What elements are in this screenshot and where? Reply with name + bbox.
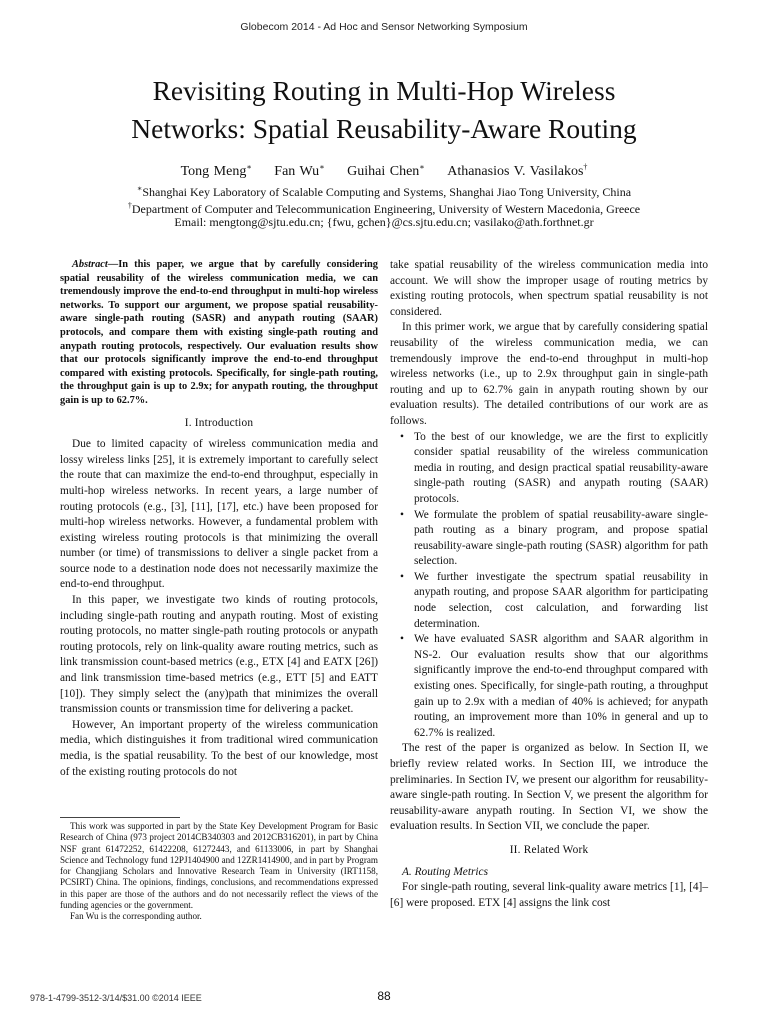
section-heading-related-work: II. Related Work (509, 843, 589, 856)
author-emails: Email: mengtong@sjtu.edu.cn; {fwu, gchen}@cs.sjtu.edu.cn; vasilako@ath.forthnet.gr (174, 215, 594, 229)
bullet-icon: • (400, 508, 404, 521)
paragraph: take spatial reusability of the wireless communication media into account. We will show the improper usage of routing metrics by existing routing protocols, when spectrum spatial reusability is not considered. (390, 259, 708, 318)
affiliation-2: †Department of Computer and Telecommunication Engineering, University of Western Macedonia, Greece (127, 201, 641, 216)
bullet-icon: • (400, 430, 404, 443)
footnote (60, 821, 378, 923)
list-item: • To the best of our knowledge, we are the first to explicitly consider spatial reusability of the wireless communication media in routing, and design practical spatial reusability-aware single-path routing (SASR) and anypath routing (SAAR) protocols. (400, 430, 708, 505)
list-item: • We have evaluated SASR algorithm and SAAR algorithm in NS-2. Our evaluation results show that our algorithms significantly improve the end-to-end throughput compared with existing ones. Specifically, for single-path routing, a throughput gain up to 2.9x with a median of 40% is achieved; for anypath routing, an improvement more than 10% in general and up to 62.7% is realized. (400, 633, 708, 739)
isbn-copyright: 978-1-4799-3512-3/14/$31.00 ©2014 IEEE (30, 993, 202, 1003)
subsection-heading: A. Routing Metrics (402, 865, 489, 878)
paragraph: In this primer work, we argue that by carefully considering spatial reusability of the wireless communication media, we can tremendously improve the end-to-end throughput in multi-hop wireless networks (i.e., up to 2.9x throughput gain in single-path routing and up to 62.7% gain in anypath routing shown by our evaluation results). The detailed contributions of our work are as follows. (390, 321, 708, 427)
paragraph: For single-path routing, several link-quality aware metrics [1], [4]–[6] were proposed. ETX [4] assigns the link cost (390, 881, 708, 909)
footnote-corresponding-author: Fan Wu is the corresponding author. (70, 911, 202, 922)
footnote-funding: This work was supported in part by the State Key Development Program for Basic Research of China (973 project 2014CB340303 and 2012CB316201), in part by China NSF grant 61472252, 61422208, 61272443, and 61133006, in part by Shanghai Science and Technology fund 12PJ1404900 and 12ZR1414900, and in part by Program for Changjiang Scholars and Innovative Research Team in University (IRT1158, PCSIRT) China. The opinions, findings, conclusions, and recommendations expressed in this paper are those of the authors and do not necessarily reflect the views of the funding agencies or the government. (60, 821, 378, 911)
paragraph: In this paper, we investigate two kinds of routing protocols, including single-path routing and anypath routing. Most of existing routing protocols, no matter single-path routing protocols or anypath routing protocols, rely on link-quality aware routing metrics, such as link transmission count-based metrics (e.g., ETX [4] and EATX [26]) and link transmission time-based metrics (e.g., ETT [5] and EATT [10]). They simply select the (any)path that minimizes the overall transmission counts or transmission time for delivering a packet. (60, 594, 378, 716)
author: Tong Meng∗ (180, 162, 252, 179)
contribution-list (390, 430, 708, 742)
bullet-icon: • (400, 570, 404, 583)
paragraph: However, An important property of the wireless communication media, which distinguishes it from traditional wired communication media, is the spatial reusability. To the best of our knowledge, most of the existing routing protocols do not (60, 718, 378, 778)
abstract-text: —In this paper, we argue that by carefully considering spatial reusability of the wireless communication media, we can tremendously improve the end-to-end throughput in multi-hop wireless networks. To support our argument, we propose spatial reusability-aware single-path routing (SASR) and anypath routing (SAAR) protocols, and compare them with existing single-path routing and anypath routing protocols, respectively. Our evaluation results show that our protocols significantly improve the end-to-end throughput compared with existing protocols. Specifically, for single-path routing, the throughput gain is up to 2.9x; for anypath routing, the throughput gain is up to 62.7%. (60, 259, 378, 406)
paragraph: Due to limited capacity of wireless communication media and lossy wireless links [25], it is extremely important to carefully select the route that can maximize the end-to-end throughput, especially in multi-hop wireless networks. In recent years, a large number of routing protocols (e.g., [3], [11], [17], etc.) have been proposed for multi-hop wireless networks. However, a fundamental problem with existing wireless routing protocols is that minimizing the overall number (or time) of transmissions to deliver a single packet from a source node to a destination node does not necessarily maximize the end-to-end throughput. (60, 438, 378, 591)
footnote-divider (60, 817, 180, 818)
list-item: • We formulate the problem of spatial reusability-aware single-path routing as a binary program, and propose spatial reusability-aware single-path routing (SASR) algorithm for path selection. (400, 508, 708, 568)
paragraph: The rest of the paper is organized as below. In Section II, we briefly review related works. In Section III, we introduce the preliminaries. In Section IV, we present our algorithm for reusability-aware single-path routing. In Section V, we present the algorithm for reusability-aware anypath routing. In Section VI, we show the evaluation results. In Section VII, we conclude the paper. (390, 742, 708, 833)
right-column (390, 258, 708, 911)
list-item: • We further investigate the spectrum spatial reusability in anypath routing, and propose SAAR algorithm for participating node selection, cost calculation, and forwarding list determination. (400, 570, 708, 630)
abstract (60, 258, 378, 408)
author: Athanasios V. Vasilakos† (447, 162, 588, 179)
author: Fan Wu∗ (274, 162, 325, 179)
abstract-label: Abstract (72, 259, 108, 270)
bullet-icon: • (400, 633, 404, 646)
left-column (60, 258, 378, 780)
author-list (0, 162, 768, 180)
paper-title (60, 72, 708, 148)
page-number: 88 (377, 989, 391, 1003)
section-heading-introduction: I. Introduction (184, 416, 254, 429)
author: Guihai Chen∗ (347, 162, 425, 179)
conference-header: Globecom 2014 - Ad Hoc and Sensor Networking Symposium (240, 21, 528, 33)
title-line-2: Networks: Spatial Reusability-Aware Routing (131, 113, 637, 144)
title-line-1: Revisiting Routing in Multi-Hop Wireless (152, 75, 616, 106)
affiliation-1: ∗Shanghai Key Laboratory of Scalable Computing and Systems, Shanghai Jiao Tong University, China (136, 184, 632, 199)
